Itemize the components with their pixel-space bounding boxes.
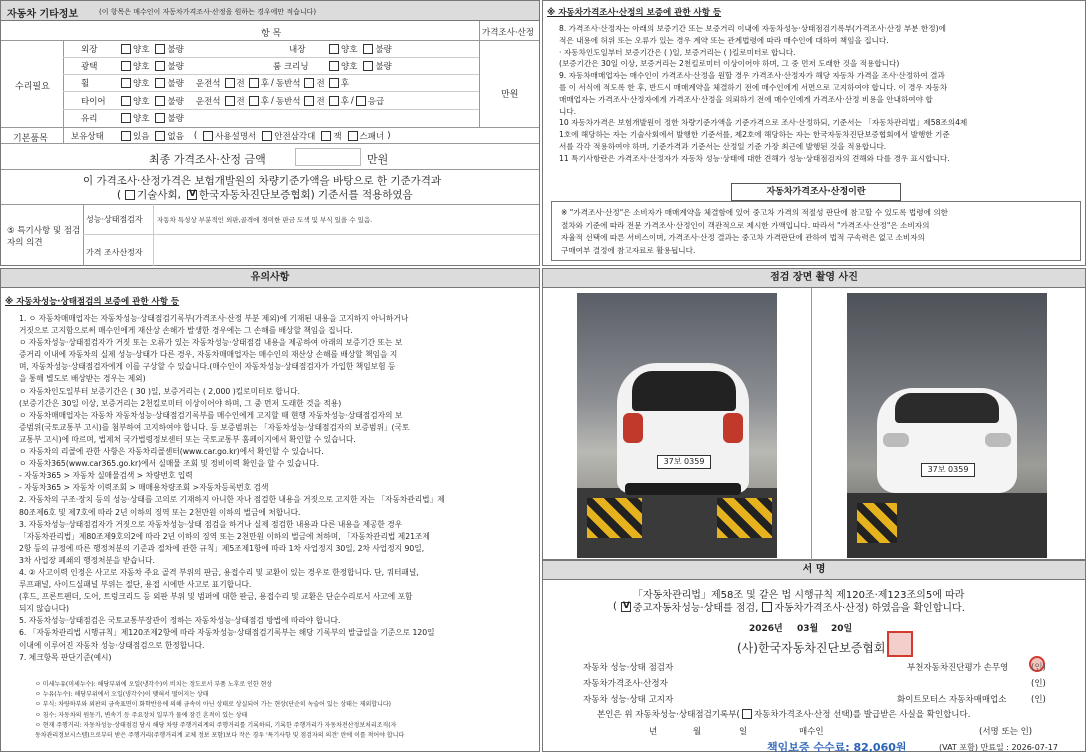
basis-kaida-label: 한국자동차진단보증협회) 기준서를 적용하였음 xyxy=(199,189,413,201)
notice-line: 거짓으로 고지함으로써 매수인에게 재산상 손해가 발생한 경우에는 그 손해를 배상할 책임을 집니다. xyxy=(19,326,353,336)
guarantee-line: 1호에 해당하는 자는 기술사회에서 발행한 기준서를, 제2호에 해당하는 자는 한국자동차진단보증협회에서 발행한 기준 xyxy=(559,130,950,140)
front-label: 전 xyxy=(236,79,245,89)
date-day-label: 일 xyxy=(739,727,748,737)
bad-label: 불량 xyxy=(167,45,184,55)
row1-value: 부천자동차진단평가 손무영 xyxy=(907,663,1009,673)
vehicle-extra-info-panel: 자동차 기타정보 (이 항목은 매수인이 자동차가격조사·산정을 원하는 경우에만 적습니다) 항 목 가격조사·산정 수리필요 기본품목 만원 외장 양호 불량 내장 양호 불량 광택 양호 불량 룸 크리닝 양호 불량 휠 양호 불량 운전석 전 후 / 동반석 전 후 타이어 양호 불량 운전석 전 후 / 동반석 전 후 / 응급 유리 양호 불량 보유상태 있음 없음 ( 사용설명서 안전삼각대 잭 스패너 ) 최종 가격조사·산정 금액 만원 이 가격조사·산정가격은 보험개발원의 차량기준가액을 바탕으로 한 기준가격과 ( 기술사회, V 한국자동차진단보증협회) 기준서를 적용하였음 ⑤ 특기사항 및 점검자의 의견 성능·상태점검자 자동차 특성상 부분적인 외판,골격에 경미한 판금 도색 및 부식 있을 수 있음. 가격 조사산정자 xyxy=(0,0,540,266)
guarantee-line: 9. 자동차매매업자는 매수인이 가격조사·산정을 원할 경우 가격조사·산정자가 해당 자동차 가격을 조사·산정하여 결과 xyxy=(559,71,945,81)
glass-good-checkbox[interactable] xyxy=(121,113,131,123)
col-price-header: 가격조사·산정 xyxy=(482,28,534,38)
spanner-label: 스패너 xyxy=(359,132,385,142)
signature-panel: 서 명 「자동차관리법」제58조 및 같은 법 시행규칙 제120조·제123조의5에 따라 ( V 중고자동차성능·상태를 점검, 자동차가격조사·산정) 하였음을 확인합니다. 2026년 03월 20일 (사)한국자동차진단보증협회 자동차 성능·상태 점검자 부천자동차진단평가 손무영 (인) 자동차가격조사·산정자 (인) 자동차 성능·상태 고지자 화이트모터스 자동차매매업소 (인) 본인은 위 자동차성능·상태점검기록부( 자동차가격조사·산정 선택)를 발급받은 사실을 확인합니다. 년 월 일 매수인 (서명 또는 인) 책임보증 수수료: 82,060원 (VAT 포함) 만료일 : 2026-07-17 xyxy=(542,560,1086,752)
row3-value: 화이트모터스 자동차매매업소 xyxy=(897,695,1007,705)
guarantee-line: 8. 가격조사·산정자는 아래의 보증기간 또는 보증거리 이내에 자동차성능·상태점검기록부(가격조사·산정 부분 한정)에 xyxy=(559,24,946,33)
basis-technician-checkbox[interactable] xyxy=(125,190,135,200)
notice-line: 5. 자동차성능·상태점검은 국토교통부장관이 정하는 자동차성능·상태점검 방법에 따라야 합니다. xyxy=(19,616,341,626)
bad-label: 불량 xyxy=(167,114,184,124)
group-basic-label: 기본품목 xyxy=(13,134,48,144)
basis-technician-label: 기술사회, xyxy=(137,189,182,201)
special-row-inspector-text: 자동차 특성상 부분적인 외판,골격에 경미한 판금 도색 및 부식 있을 수 있음. xyxy=(157,216,373,224)
room-bad-checkbox[interactable] xyxy=(363,61,373,71)
tire-passenger-rear-checkbox[interactable] xyxy=(329,96,339,106)
jack-label: 잭 xyxy=(333,132,342,142)
notice-line: (후드, 프론트펜더, 도어, 트렁크리드 등 외판 부위 및 범퍼에 대한 판금, 용접수리 및 교환은 단순수리로서 사고에 포함 xyxy=(19,592,413,602)
fee-text: 책임보증 수수료: 82,060원 xyxy=(767,741,907,752)
manual-checkbox[interactable] xyxy=(203,131,213,141)
criteria-line: ㅇ 현재 주행거리: 자동차성능·상태점검 당시 해당 차량 주행거리계의 주행거리를 기록하되, 기록한 주행거리가 자동차전산정보처리조직(자 xyxy=(35,721,397,729)
sign-month: 03월 xyxy=(797,624,819,634)
label-glass: 유리 xyxy=(81,114,98,124)
front-label: 전 xyxy=(316,79,325,89)
photo-panel xyxy=(542,268,1086,560)
tire-driver-front-checkbox[interactable] xyxy=(225,96,235,106)
notice-line: 3차 사업장 폐쇄의 행정처분을 받습니다. xyxy=(19,555,155,565)
guarantee-line: 서를 각각 적용하여야 하며, 기준가격과 기준서는 산정일 기준 가장 최근에 발행된 것을 적용합니다. xyxy=(559,141,887,151)
good-label: 양호 xyxy=(133,79,150,89)
confirm-price-checkbox[interactable] xyxy=(742,709,752,719)
org-name: (사)한국자동차진단보증협회 xyxy=(737,641,886,655)
tire-bad-checkbox[interactable] xyxy=(155,96,165,106)
row2-label: 자동차가격조사·산정자 xyxy=(583,679,668,689)
row2-seal: (인) xyxy=(1031,679,1046,689)
notice-small-lines xyxy=(35,680,539,741)
notice-lines xyxy=(19,313,539,664)
notice-title: ※ 자동차성능·상태점검의 보증에 관한 사항 등 xyxy=(5,297,180,307)
sign-year: 2026년 xyxy=(749,624,783,634)
guarantee-line: · 자동차인도일부터 보증기간은 ( )일, 보증거리는 ( )킬로미터로 합니다. xyxy=(559,47,796,57)
notice-line: 1. ㅇ 자동차매매업자는 자동차성능·상태점검기록부(가격조사·산정 부분 제외)에 기재된 내용을 고지하지 아니하거나 xyxy=(19,314,409,323)
guarantee-line: 11 특기사항란은 가격조사·산정자가 자동차 성능·상태에 대한 견해가 성능·상태점검자의 견해와 다를 경우 표시합니다. xyxy=(559,153,950,163)
opt-condition-label: 중고자동차성능·상태를 점검, xyxy=(632,603,759,614)
photo-header: 점검 장면 촬영 사진 xyxy=(770,272,858,283)
wheel-passenger-front-checkbox[interactable] xyxy=(304,78,314,88)
wheel-driver-rear-checkbox[interactable] xyxy=(249,78,259,88)
have-label: 있음 xyxy=(133,132,150,142)
special-opinion-label: ⑤ 특기사항 및 점검자의 의견 xyxy=(7,226,81,248)
notice-line: 6. 「자동차관리법 시행규칙」제120조제2항에 따라 자동차성능·상태점검기록부는 해당 기록부의 발급일을 기준으로 120일 xyxy=(19,628,435,638)
plate-text-front: 37보 0359 xyxy=(927,465,969,474)
date-month-label: 월 xyxy=(693,727,702,737)
sign-day: 20일 xyxy=(831,624,853,634)
notice-line: 교통부 고시)에 따르며, 법제처 국가법령정보센터 또는 국토교통부 홈페이지에서 확인할 수 있습니다. xyxy=(19,434,356,444)
definition-line: ※ "가격조사·산정"은 소비자가 매매계약을 체결함에 있어 중고차 가격의 적절성 판단에 참고할 수 있도록 법령에 의한 xyxy=(561,208,948,217)
notice-line: 「자동차관리법」제80조제9호의2에 따라 2년 이하의 징역 또는 2천만원 이하의 벌금에 처하며, 「자동차관리법 제21조제 xyxy=(19,531,430,541)
box-title-text: 자동차가격조사·산정이란 xyxy=(766,187,866,197)
org-seal-icon xyxy=(887,631,913,657)
emergency-label: 응급 xyxy=(367,97,385,107)
notice-line: ㅇ 자동차매매업자는 자동차 자동차성능·상태점검기록부를 매수인에게 고지할 때 현행 자동차성능·상태점검자의 보 xyxy=(19,410,403,420)
interior-bad-checkbox[interactable] xyxy=(363,44,373,54)
jack-checkbox[interactable] xyxy=(321,131,331,141)
label-interior: 내장 xyxy=(289,45,306,55)
driver-seat-label: 운전석 xyxy=(195,97,221,107)
good-label: 양호 xyxy=(133,97,150,107)
guarantee-title: ※ 자동차가격조사·산정의 보증에 관한 사항 등 xyxy=(547,8,722,18)
opt-condition-checkbox[interactable] xyxy=(621,602,631,612)
notice-line: ㅇ 자동차365(www.car365.go.kr)에서 실매물 조회 및 정비이력 확인을 할 수 있습니다. xyxy=(19,459,320,469)
wheel-passenger-rear-checkbox[interactable] xyxy=(329,78,339,88)
notice-line: 이내에 이루어진 자동차 성능·상태점검으로 한정합니다. xyxy=(19,640,205,650)
confirm-text-2: 자동차가격조사·산정 선택)를 발급받은 사실을 확인합니다. xyxy=(753,710,971,720)
room-good-checkbox[interactable] xyxy=(329,61,339,71)
manual-label: 사용설명서 xyxy=(215,132,257,142)
label-exterior: 외장 xyxy=(81,45,98,55)
opt-price-label: 자동차가격조사·산정) 하였음을 확인합니다. xyxy=(774,603,965,614)
notice-line: 증범위(국토교통부 고시)를 첨부하여 고지하여야 합니다. 등 보증범위는 「자동차성능·상태점검자의 보증범위」(국토 xyxy=(19,422,410,432)
wheel-driver-front-checkbox[interactable] xyxy=(225,78,235,88)
inspection-photo-front xyxy=(847,293,1047,558)
notice-line: ㅇ 자동차성능·상태점검자가 거짓 또는 오류가 있는 자동차성능·상태점검 내용을 제공하여 아래의 보증기간 또는 보 xyxy=(19,338,403,348)
row3-label: 자동차 성능·상태 고지자 xyxy=(583,695,674,705)
group-repair-label: 수리필요 xyxy=(15,82,50,92)
glass-bad-checkbox[interactable] xyxy=(155,113,165,123)
passenger-seat-label: 동반석 xyxy=(275,97,301,107)
inspection-photo-rear xyxy=(577,293,777,558)
bad-label: 불량 xyxy=(375,62,392,72)
wheel-bad-checkbox[interactable] xyxy=(155,78,165,88)
driver-seat-label: 운전석 xyxy=(195,79,221,89)
notice-line: 4. ② 사고이력 인정은 사고로 자동차 주요 골격 부위의 판금, 용접수리 및 교환이 있는 경우로 한정합니다. 단, 쿼터패널, xyxy=(19,567,419,577)
guarantee-line: 적은 내용에 허위 또는 오류가 있는 경우 계약 또는 관계법령에 따라 매수인에 대하여 책임을 집니다. xyxy=(559,35,889,45)
good-label: 양호 xyxy=(341,45,358,55)
tire-emergency-checkbox[interactable] xyxy=(356,96,366,106)
final-price-input[interactable] xyxy=(295,148,361,166)
guarantee-line: 매매업자는 가격조사·산정자에게 가격조사·산정을 의뢰하기 전에 매수인에게 가격조사·산정 비용을 안내하여야 합 xyxy=(559,94,933,104)
bad-label: 불량 xyxy=(167,79,184,89)
notice-line: 루프패널, 사이드실패널 부위는 절단, 용접 시에만 사고로 표기합니다. xyxy=(19,580,252,590)
gloss-good-checkbox[interactable] xyxy=(121,61,131,71)
bad-label: 불량 xyxy=(167,97,184,107)
notice-line: ㅇ 자동차인도일부터 보증기간은 ( 30 )일, 보증거리는 ( 2,000 )킬로미터로 합니다. xyxy=(19,386,301,396)
front-label: 전 xyxy=(236,97,245,107)
final-price-label: 최종 가격조사·산정 금액 xyxy=(149,153,266,166)
exterior-bad-checkbox[interactable] xyxy=(155,44,165,54)
price-definition-box-title xyxy=(731,183,901,201)
bad-label: 불량 xyxy=(167,62,184,72)
interior-good-checkbox[interactable] xyxy=(329,44,339,54)
good-label: 양호 xyxy=(133,114,150,124)
basic-none-checkbox[interactable] xyxy=(155,131,165,141)
notice-line: 3. 자동차성능·상태점검자가 거짓으로 자동차성능·상태 점검을 하거나 실제 점검한 내용과 다른 내용을 제공한 경우 xyxy=(19,519,403,529)
notice-line: (보증기간은 30일 이상, 보증거리는 2천킬로미터 이상이어야 하며, 그 중 먼저 도래한 것을 적용) xyxy=(19,398,342,408)
plate-text-rear: 37보 0359 xyxy=(663,457,705,466)
signature-header: 서 명 xyxy=(802,564,826,575)
none-label: 없음 xyxy=(167,132,184,142)
definition-line: 절차와 기준에 따라 전문 가격조사·산정인이 객관적으로 제시한 가액입니다. 따라서 "가격조사·산정"은 소비자의 xyxy=(561,220,930,230)
notice-line: 80조제6호 및 제7호에 따라 2년 이하의 징역 또는 2천만원 이하의 벌금에 처합니다. xyxy=(19,507,301,517)
col-item-header: 항 목 xyxy=(261,29,282,39)
guarantee-line: 니다. xyxy=(559,106,577,116)
gloss-bad-checkbox[interactable] xyxy=(155,61,165,71)
section-note: (이 항목은 매수인이 자동차가격조사·산정을 원하는 경우에만 적습니다) xyxy=(99,8,317,16)
section-title: 자동차 기타정보 xyxy=(7,9,79,20)
notice-line: 증거리 이내에 자동차의 실제 성능·상태가 다른 경우, 자동차매매업자는 매수인의 재산상 손해를 배상할 책임을 지 xyxy=(19,350,398,360)
tire-good-checkbox[interactable] xyxy=(121,96,131,106)
criteria-line: ㅇ 부식: 차량하부와 외판의 금속표면이 화학반응에 의해 금속이 아닌 상태로 상실되어 가는 현상(단순히 녹슬어 있는 상태는 제외합니다) xyxy=(35,701,392,709)
front-label: 전 xyxy=(316,97,325,107)
notice-line: 2항 등의 규정에 따른 행정처분의 기준과 절차에 관한 규칙」제5조제1항에 따라 1차 사업정지 30일, 2차 사업정지 90일, xyxy=(19,543,425,553)
price-definition-box xyxy=(561,207,1077,257)
good-label: 양호 xyxy=(133,62,150,72)
exterior-good-checkbox[interactable] xyxy=(121,44,131,54)
final-price-unit: 만원 xyxy=(367,153,389,166)
confirm-text: 본인은 위 자동차성능·상태점검기록부( xyxy=(597,710,740,720)
tire-driver-rear-checkbox[interactable] xyxy=(249,96,259,106)
good-label: 양호 xyxy=(341,62,358,72)
spanner-checkbox[interactable] xyxy=(348,131,358,141)
good-label: 양호 xyxy=(133,45,150,55)
definition-line: 자율적 선택에 따른 서비스이며, 가격조사·산정 결과는 중고차 가격판단에 관하여 법적 구속력은 없고 소비자의 xyxy=(561,233,925,243)
notice-line: - 자동차365 > 자동차 실매물검색 > 차량번호 입력 xyxy=(19,471,193,481)
passenger-seat-label: 동반석 xyxy=(275,79,301,89)
notice-header: 유의사항 xyxy=(250,272,290,283)
date-year-label: 년 xyxy=(649,727,658,737)
label-basic-status: 보유상태 xyxy=(71,132,104,142)
criteria-line: ㅇ 침수: 자동차의 원동기, 변속기 등 주요장치 일부가 물에 잠긴 흔적이 있는 상태 xyxy=(35,711,248,719)
special-row-appraiser-label: 가격 조사산정자 xyxy=(86,248,143,257)
guarantee-line: (보증기간은 30일 이상, 보증거리는 2천킬로미터 이상이어야 하며, 그 중 먼저 도래한 것을 적용합니다) xyxy=(559,59,900,69)
definition-line: 구매여부 결정에 참고자료로 활용됩니다. xyxy=(561,245,696,255)
tire-passenger-front-checkbox[interactable] xyxy=(304,96,314,106)
bad-label: 불량 xyxy=(375,45,392,55)
label-wheel: 휠 xyxy=(81,79,90,89)
row3-seal: (인) xyxy=(1031,695,1046,705)
notice-line: - 자동차365 > 자동차 이력조회 > 매매용차량조회 >자동차등록번호 검색 xyxy=(19,483,269,493)
law-line: 「자동차관리법」제58조 및 같은 법 시행규칙 제120조·제123조의5에 따라 xyxy=(633,590,965,601)
notice-line: ㅇ 자동차의 리콜에 관한 사항은 자동차리콜센터(www.car.go.kr)에서 확인할 수 있습니다. xyxy=(19,447,324,457)
buyer-label: 매수인 xyxy=(799,727,824,737)
basis-kaida-checkbox[interactable] xyxy=(187,190,197,200)
guarantee-line: 를 이 서식에 적도록 한 후, 반드시 매매계약을 체결하기 전에 매수인에게 서면으로 고지하여야 합니다. 이 경우 자동차 xyxy=(559,82,948,92)
row1-seal: (인) xyxy=(1031,663,1046,673)
notice-line: 며, 자동차성능·상태점검자에게 이를 구상할 수 있습니다.(매수인이 자동차성능·상태점검자가 가입한 책임보험 등 xyxy=(19,362,396,372)
label-gloss: 광택 xyxy=(81,62,98,72)
label-room-clean: 룸 크리닝 xyxy=(273,62,309,72)
criteria-line: 동차관리정보시스템)으로부터 받은 주행거리(주행거리계 교체 정보 포함)보다 작은 경우 '특기사항 및 점검자의 의견' 란에 이를 적어야 합니다 xyxy=(35,732,405,740)
price-guarantee-panel xyxy=(542,0,1086,266)
triangle-checkbox[interactable] xyxy=(262,131,272,141)
special-row-inspector-label: 성능·상태점검자 xyxy=(86,215,143,224)
guarantee-items xyxy=(559,23,1081,165)
basis-line-1: 이 가격조사·산정가격은 보험개발원의 차량기준가액을 바탕으로 한 기준가격과 xyxy=(83,175,442,187)
notice-line: 2. 자동차의 구조·장치 등의 성능·상태를 고의로 기재하지 아니한 자나 점검한 내용을 거짓으로 고지한 자는 「자동차관리법」제 xyxy=(19,495,445,505)
criteria-line: ㅇ 미세누유(미세누수): 해당부위에 오일(냉각수)이 비치는 정도로서 부품 노후로 인한 현상 xyxy=(35,681,273,688)
criteria-line: ㅇ 누유(누수): 해당부위에서 오일(냉각수)이 맺혀서 떨어지는 상태 xyxy=(35,691,209,699)
label-tire: 타이어 xyxy=(81,97,106,107)
notice-line: 을 통해 별도로 배상받는 경우는 제외) xyxy=(19,374,146,384)
wheel-good-checkbox[interactable] xyxy=(121,78,131,88)
notice-line: 7. 체크항목 판단기준(예시) xyxy=(19,652,112,662)
buyer-sign-placeholder[interactable]: (서명 또는 인) xyxy=(979,727,1033,737)
notice-line: 되지 않습니다) xyxy=(19,604,69,614)
notice-panel xyxy=(0,268,540,752)
basic-have-checkbox[interactable] xyxy=(121,131,131,141)
guarantee-line: 10 자동차가격은 보험개발원이 정한 차량기준가액을 기준가격으로 조사·산정하되, 기준서는 「자동차관리법」제58조의4제 xyxy=(559,118,968,128)
rear-label: 후 xyxy=(340,97,349,107)
price-manwon: 만원 xyxy=(501,90,519,100)
rear-label: 후 xyxy=(340,79,349,89)
opt-price-checkbox[interactable] xyxy=(762,602,772,612)
triangle-label: 안전삼각대 xyxy=(274,132,316,142)
row1-label: 자동차 성능·상태 점검자 xyxy=(583,663,674,673)
fee-note: (VAT 포함) 만료일 : 2026-07-17 xyxy=(939,743,1058,752)
rear-label: 후 xyxy=(260,97,269,107)
rear-label: 후 xyxy=(260,79,269,89)
